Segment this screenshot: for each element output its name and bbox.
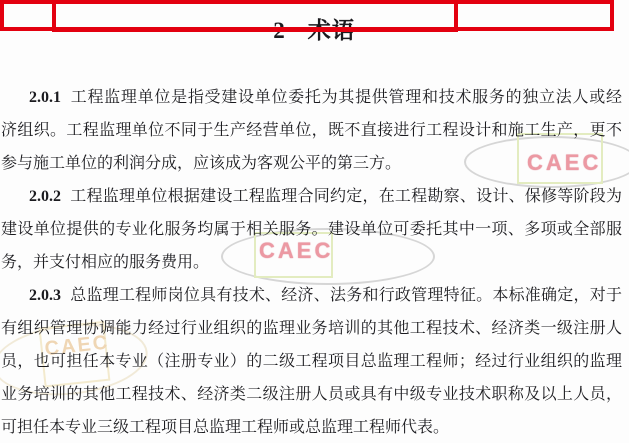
clause-2-0-3-line-1	[1, 279, 622, 312]
clause-number: 2.0.3	[29, 287, 61, 304]
clause-text: 有组织管理协调能力经过行业组织的监理业务培训的其他工程技术、经济类一级注册人	[1, 320, 622, 337]
section-number: 2	[273, 18, 286, 43]
highlight-underline-2	[0, 0, 283, 4]
watermark-caec-text: CAEC	[259, 238, 334, 263]
clause-2-0-1-line-2	[1, 114, 622, 147]
clause-2-0-1-line-1	[1, 81, 622, 114]
clause-2-0-3-line-4	[1, 378, 622, 411]
clause-2-0-3-line-2	[1, 312, 622, 345]
clause-text: 可担任本专业三级工程项目总监理工程师或总监理工程师代表。	[1, 419, 450, 436]
watermark-caec-text: CAEC	[43, 331, 111, 361]
clause-text: 工程监理单位是指受建设单位委托为其提供管理和技术服务的独立法人或经	[70, 89, 622, 106]
clause-text: 业务培训的其他工程技术、经济类二级注册人员或具有中级专业技术职称及以上人员，	[1, 386, 622, 403]
clause-number: 2.0.1	[29, 89, 61, 106]
clause-text: 参与施工单位的利润分成，应该成为客观公平的第三方。	[1, 155, 402, 172]
clause-text: 济组织。工程监理单位不同于生产经营单位，既不直接进行工程设计和施工生产，更不	[1, 122, 622, 139]
clause-text: 员，也可担任本专业（注册专业）的二级工程项目总监理工程师；经过行业组织的监理	[1, 353, 622, 370]
clause-2-0-2-line-3	[1, 246, 622, 279]
clause-2-0-3-line-3	[1, 345, 622, 378]
clause-2-0-3-line-5	[1, 411, 622, 443]
clause-2-0-1-line-3	[1, 147, 622, 180]
clause-text: 工程监理单位根据建设工程监理合同约定，在工程勘察、设计、保修等阶段为	[70, 188, 622, 205]
clause-2-0-2-line-1	[1, 180, 622, 213]
watermark-caec-text: CAEC	[527, 150, 602, 175]
highlight-underline-1	[248, 0, 593, 4]
clause-2-0-2-line-2	[1, 213, 622, 246]
highlight-box-2	[52, 0, 458, 32]
clause-number: 2.0.2	[29, 188, 61, 205]
clause-text: 建设单位提供的专业化服务均属于相关服务。建设单位可委托其中一项、多项或全部服	[1, 221, 622, 238]
clause-text: 总监理工程师岗位具有技术、经济、法务和行政管理特征。本标准确定，对于	[70, 287, 622, 304]
clause-text: 务，并支付相应的服务费用。	[1, 254, 210, 271]
terminology-section	[1, 81, 622, 443]
section-title-text: 术语	[307, 18, 356, 43]
